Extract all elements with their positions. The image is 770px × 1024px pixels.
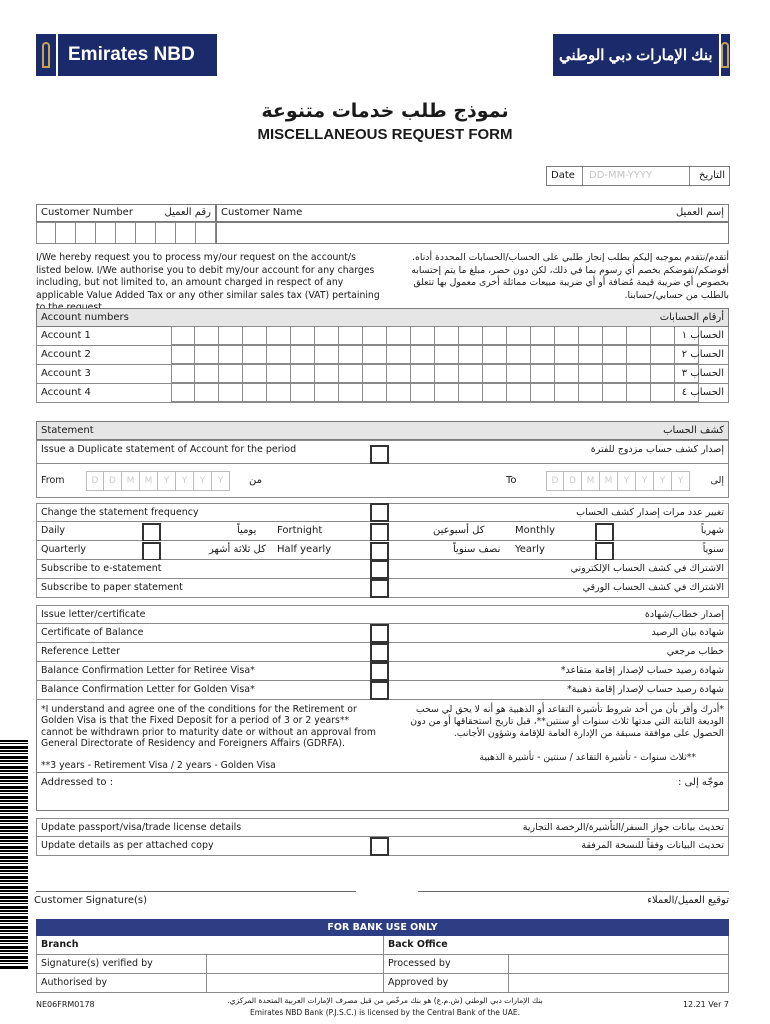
quarterly-label-en: Quarterly: [41, 544, 86, 555]
to-label-ar: إلى: [710, 475, 724, 486]
visa-conditions-box: [36, 700, 729, 773]
estatement-label-ar: الاشتراك في كشف الحساب الإلكتروني: [570, 563, 724, 574]
monthly-label-en: Monthly: [515, 525, 556, 536]
visa-note2-en: **3 years - Retirement Visa / 2 years - Golden Visa: [41, 760, 276, 771]
letter-label-ar: شهادة بيان الرصيد: [651, 627, 724, 638]
license-text-en: Emirates NBD Bank (P.J.S.C.) is licensed by the Central Bank of the UAE.: [249, 1008, 521, 1017]
account-digit-boxes[interactable]: [171, 364, 699, 383]
logo-text-en: Emirates NBD: [68, 44, 195, 65]
retiree-visa-letter-checkbox[interactable]: [370, 662, 389, 681]
account-row[interactable]: [36, 327, 729, 346]
customer-name-input[interactable]: [216, 222, 729, 244]
yearly-checkbox[interactable]: [595, 542, 614, 561]
authorised-by-field[interactable]: [207, 974, 384, 993]
account-digit-boxes[interactable]: [171, 345, 699, 364]
account-label-ar: الحساب ٣: [681, 368, 724, 379]
accounts-header-ar: أرقام الحسابات: [659, 312, 724, 323]
consent-text-ar: أتقدم/نتقدم بموجبه إليكم بطلب إنجاز طلبي على الحساب/الحسابات المحددة أدناه. أفوضكم/نفوضكم بخصم أي رسوم بما في ذلك، لكن دون حصر، مبلغ ما يتم إحتسابه بخصوص أي ضريبة قيمة مُضافة أو أي ضريبة مبيعات مماثلة أخرى معمول بها تتعلق بالطلب من حسابي/حسابنا.: [411, 252, 729, 301]
letter-label-ar: شهادة رصيد حساب لإصدار إقامة ذهبية*: [566, 684, 724, 695]
letter-label-en: Balance Confirmation Letter for Retiree Visa*: [41, 665, 255, 676]
date-label-ar: التاريخ: [689, 167, 729, 185]
account-digit-boxes[interactable]: [171, 326, 699, 345]
daily-label-ar: يومياً: [237, 525, 257, 536]
letters-header: [36, 605, 729, 624]
signature-verified-field[interactable]: [207, 955, 384, 974]
license-text-ar: بنك الإمارات دبي الوطني (ش.م.ع) هو بنك مرخّص من قبل مصرف الإمارات العربية المتحدة المركزي.: [227, 996, 543, 1005]
letters-header-en: Issue letter/certificate: [41, 609, 146, 620]
monthly-label-ar: شهرياً: [700, 525, 724, 536]
letters-header-ar: إصدار خطاب/شهادة: [644, 609, 724, 620]
frequency-label-ar: تغيير عدد مرات إصدار كشف الحساب: [576, 507, 724, 518]
customer-number-input[interactable]: [36, 222, 216, 244]
halfyearly-label-ar: نصف سنوياً: [453, 544, 501, 555]
fortnight-label-ar: كل أسبوعين: [433, 525, 485, 536]
halfyearly-checkbox[interactable]: [370, 542, 389, 561]
date-label-en: Date: [547, 167, 583, 185]
accounts-header-en: Account numbers: [41, 312, 129, 323]
account-row[interactable]: [36, 384, 729, 403]
date-field-group: [546, 166, 730, 186]
emirates-nbd-logo-ar: [553, 34, 730, 76]
daily-checkbox[interactable]: [142, 523, 161, 542]
yearly-label-ar: سنوياً: [702, 544, 724, 555]
customer-number-label-ar: رقم العميل: [164, 207, 211, 218]
estatement-checkbox[interactable]: [370, 560, 389, 579]
reference-letter-checkbox[interactable]: [370, 643, 389, 662]
letter-label-en: Reference Letter: [41, 646, 121, 657]
bank-use-row-3: [36, 974, 729, 993]
from-label-en: From: [41, 475, 65, 486]
yearly-label-en: Yearly: [515, 544, 545, 555]
account-digit-boxes[interactable]: [171, 383, 699, 402]
golden-visa-letter-checkbox[interactable]: [370, 681, 389, 700]
customer-signature-label-en: Customer Signature(s): [34, 895, 148, 906]
certificate-of-balance-checkbox[interactable]: [370, 624, 389, 643]
update-copy-checkbox[interactable]: [370, 837, 389, 856]
bank-emblem-icon: [36, 34, 58, 76]
consent-text-en: I/We hereby request you to process my/our request on the account/s listed below. I/We authorise you to debit my/our account for any charges including, but not limited to, an amount charged in respect of any applicable Value Added Tax or any other similar sales tax (VAT) pertaining: [36, 252, 380, 301]
processed-by-label: Processed by: [384, 955, 509, 974]
account-label-en: Account 2: [41, 349, 91, 360]
account-label-ar: الحساب ٤: [681, 387, 724, 398]
customer-name-label-ar: إسم العميل: [675, 207, 724, 218]
estatement-label-en: Subscribe to e-statement: [41, 563, 162, 574]
branch-label: Branch: [36, 936, 384, 955]
accounts-list: [36, 327, 729, 403]
duplicate-statement-checkbox[interactable]: [370, 445, 389, 464]
to-date-input[interactable]: D D M M Y Y Y Y: [546, 471, 690, 491]
statement-header-en: Statement: [41, 425, 94, 436]
signature-line-right[interactable]: [418, 891, 729, 892]
customer-name-header: [216, 204, 729, 222]
to-label-en: To: [506, 475, 517, 486]
letter-label-ar: خطاب مرجعي: [666, 646, 724, 657]
account-label-en: Account 4: [41, 387, 91, 398]
addressed-to-field[interactable]: [36, 773, 729, 811]
from-label-ar: من: [249, 475, 262, 486]
form-version: 12.21 Ver 7: [682, 1000, 729, 1009]
account-row[interactable]: [36, 346, 729, 365]
signature-line-left[interactable]: [36, 891, 356, 892]
from-date-input[interactable]: D D M M Y Y Y Y: [86, 471, 230, 491]
customer-number-header: [36, 204, 216, 222]
visa-note2-ar: **ثلاث سنوات - تأشيرة التقاعد / سنتين - تأشيرة الذهبية: [479, 752, 696, 763]
signature-verified-label: Signature(s) verified by: [36, 955, 207, 974]
quarterly-label-ar: كل ثلاثة أشهر: [209, 544, 266, 555]
addressed-to-label-en: Addressed to :: [41, 777, 114, 788]
account-row[interactable]: [36, 365, 729, 384]
duplicate-statement-label-ar: إصدار كشف حساب مزدوج للفترة: [590, 444, 724, 455]
authorised-by-label: Authorised by: [36, 974, 207, 993]
visa-note-en: *I understand and agree one of the conditions for the Retirement or Golden Visa is that the Fixed Deposit for a period of 3 or 2 years** cannot be withdrawn prior to maturity date or without an approval from General Directorate of Residency and Foreigners Affairs (GDRFA).: [41, 704, 376, 749]
bank-use-header: FOR BANK USE ONLY: [36, 919, 729, 936]
frequency-label-en: Change the statement frequency: [41, 507, 199, 518]
bank-use-row-2: [36, 955, 729, 974]
emirates-nbd-logo-en: [36, 34, 217, 76]
halfyearly-label-en: Half yearly: [277, 544, 332, 555]
frequency-checkbox[interactable]: [370, 503, 389, 522]
update-passport-label-en: Update passport/visa/trade license details: [41, 822, 242, 833]
letter-label-en: Balance Confirmation Letter for Golden Visa*: [41, 684, 255, 695]
letter-label-en: Certificate of Balance: [41, 627, 144, 638]
logo-text-ar: بنك الإمارات دبي الوطني: [559, 47, 713, 64]
processed-by-field[interactable]: [509, 955, 729, 974]
fortnight-checkbox[interactable]: [370, 523, 389, 542]
letter-label-ar: شهادة رصيد حساب لإصدار إقامة متقاعد*: [560, 665, 724, 676]
account-label-en: Account 1: [41, 330, 91, 341]
approved-by-field[interactable]: [509, 974, 729, 993]
customer-number-label-en: Customer Number: [41, 207, 133, 218]
customer-signature-label-ar: توقيع العميل/العملاء: [647, 895, 729, 906]
form-title-english: MISCELLANEOUS REQUEST FORM: [257, 126, 513, 143]
account-label-en: Account 3: [41, 368, 91, 379]
back-office-label: Back Office: [384, 936, 729, 955]
monthly-checkbox[interactable]: [595, 523, 614, 542]
visa-note-ar: *أدرك وأقر بأن من أحد شروط تأشيرة التقاعد أو الذهبية هو أنه لا يحق لي سحب الوديعة الثابتة التي مدتها ثلاث سنوات أو سنتين**، قبل تاريخ استحقاقها أو من دون الحصول على موافقة مسبقة من الإدارة العامة للإقامة وشؤون الأجانب.: [410, 704, 724, 739]
statement-header-ar: كشف الحساب: [663, 425, 724, 436]
accounts-header: [36, 308, 729, 327]
addressed-to-label-ar: موجّه إلى :: [678, 777, 724, 788]
form-code: NE06FRM0178: [36, 1000, 95, 1009]
fortnight-label-en: Fortnight: [277, 525, 323, 536]
update-copy-label-en: Update details as per attached copy: [41, 840, 214, 851]
barcode-icon: [0, 740, 28, 970]
update-passport-row: [36, 818, 729, 837]
duplicate-statement-label-en: Issue a Duplicate statement of Account for the period: [41, 444, 297, 455]
update-copy-label-ar: تحديث البيانات وفقاً للنسخة المرفقة: [581, 840, 724, 851]
paper-statement-label-en: Subscribe to paper statement: [41, 582, 183, 593]
paper-statement-label-ar: الاشتراك في كشف الحساب الورقي: [582, 582, 724, 593]
approved-by-label: Approved by: [384, 974, 509, 993]
date-input[interactable]: DD-MM-YYYY: [589, 170, 653, 181]
daily-label-en: Daily: [41, 525, 66, 536]
bank-emblem-icon: [719, 34, 730, 76]
account-label-ar: الحساب ٢: [681, 349, 724, 360]
paper-statement-checkbox[interactable]: [370, 579, 389, 598]
account-label-ar: الحساب ١: [681, 330, 724, 341]
customer-name-label-en: Customer Name: [221, 207, 303, 218]
statement-header: [36, 421, 729, 440]
quarterly-checkbox[interactable]: [142, 542, 161, 561]
update-passport-label-ar: تحديث بيانات جواز السفر/التأشيرة/الرخصة التجارية: [522, 822, 724, 833]
form-title-arabic: نموذج طلب خدمات متنوعة: [261, 100, 509, 122]
bank-use-row-1: [36, 936, 729, 955]
